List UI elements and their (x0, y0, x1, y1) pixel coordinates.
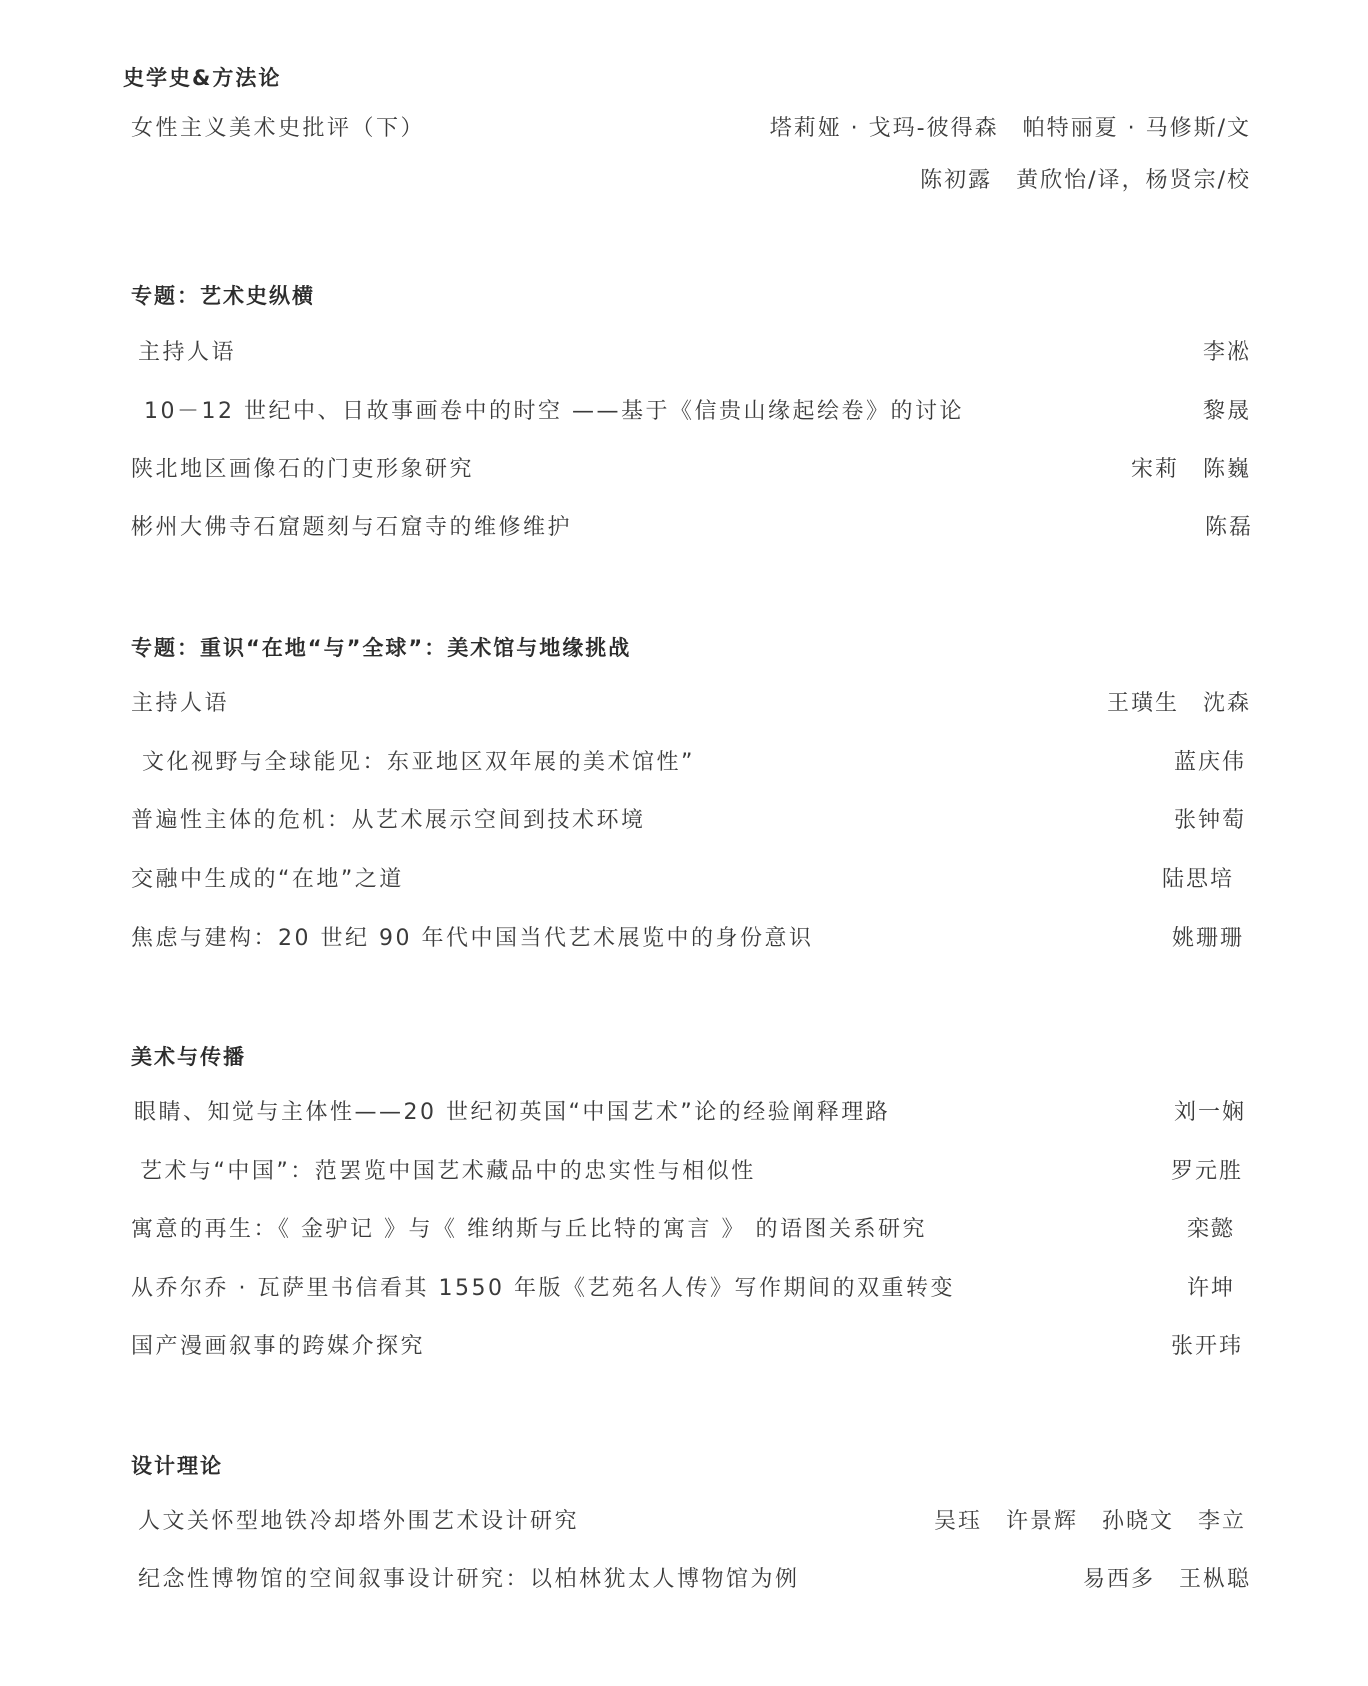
entry-author-translators: 陈初露 黄欣怡/译，杨贤宗/校 (920, 168, 1251, 193)
toc-entry (131, 511, 1253, 545)
toc-entry (131, 922, 1244, 956)
entry-title: 艺术与“中国”：范罢览中国艺术藏品中的忠实性与相似性 (140, 1159, 756, 1184)
entry-title: 普遍性主体的危机：从艺术展示空间到技术环境 (131, 808, 646, 833)
entry-title: 国产漫画叙事的跨媒介探究 (131, 1334, 426, 1359)
entry-author: 黎晟 (1202, 399, 1251, 424)
toc-entry (131, 112, 1251, 193)
entry-title: 主持人语 (138, 340, 237, 365)
entry-author: 塔莉娅 · 戈玛-彼得森 帕特丽夏 · 马修斯/文 (769, 116, 1251, 141)
entry-author: 张钟萄 (1173, 808, 1246, 833)
toc-entry (131, 863, 1234, 897)
entry-author: 易西多 王枞聪 (1082, 1567, 1251, 1592)
entry-title: 彬州大佛寺石窟题刻与石窟寺的维修维护 (131, 515, 573, 540)
entry-author: 栾懿 (1186, 1217, 1235, 1242)
entry-author: 宋莉 陈巍 (1130, 457, 1251, 482)
toc-entry (131, 1272, 1235, 1306)
toc-entry (134, 1096, 1246, 1130)
entry-title: 从乔尔乔 · 瓦萨里书信看其 1550 年版《艺苑名人传》写作期间的双重转变 (131, 1276, 955, 1301)
entry-title: 10－12 世纪中、日故事画卷中的时空 ——基于《信贵山缘起绘卷》的讨论 (144, 399, 964, 424)
entry-author: 姚珊珊 (1171, 926, 1244, 951)
entry-author: 蓝庆伟 (1173, 750, 1246, 775)
section-title-design-theory: 设计理论 (131, 1454, 223, 1478)
entry-author: 李凇 (1202, 340, 1251, 365)
entry-title: 交融中生成的“在地”之道 (131, 867, 404, 892)
entry-title: 纪念性博物馆的空间叙事设计研究：以柏林犹太人博物馆为例 (138, 1567, 800, 1592)
entry-author: 陆思培 (1161, 867, 1234, 892)
entry-title: 寓意的再生：《 金驴记 》与《 维纳斯与丘比特的寓言 》 的语图关系研究 (131, 1217, 927, 1242)
toc-entry (131, 804, 1246, 838)
entry-author: 吴珏 许景辉 孙晓文 李立 (933, 1509, 1246, 1534)
entry-title: 眼睛、知觉与主体性——20 世纪初英国“中国艺术”论的经验阐释理路 (134, 1100, 891, 1125)
entry-author: 许坤 (1186, 1276, 1235, 1301)
entry-author: 陈磊 (1204, 515, 1253, 540)
entry-title: 主持人语 (131, 691, 230, 716)
toc-entry (131, 1330, 1243, 1364)
entry-title: 焦虑与建构：20 世纪 90 年代中国当代艺术展览中的身份意识 (131, 926, 814, 951)
entry-title: 女性主义美术史批评（下） (131, 116, 426, 141)
entry-author: 刘一娴 (1173, 1100, 1246, 1125)
entry-title: 文化视野与全球能见：东亚地区双年展的美术馆性” (142, 750, 695, 775)
entry-author: 罗元胜 (1170, 1159, 1243, 1184)
toc-entry (131, 687, 1251, 721)
section-title-art-communication: 美术与传播 (131, 1045, 246, 1069)
entry-author: 王璜生 沈森 (1106, 691, 1251, 716)
toc-entry (144, 395, 1251, 429)
toc-entry (131, 1213, 1235, 1247)
section-title-museum-geopolitics: 专题：重识“在地“与”全球”：美术馆与地缘挑战 (131, 636, 632, 660)
toc-entry (138, 1505, 1246, 1539)
toc-entry (138, 336, 1251, 370)
entry-title: 人文关怀型地铁冷却塔外围艺术设计研究 (138, 1509, 580, 1534)
section-title-historiography: 史学史&方法论 (123, 66, 282, 90)
entry-author: 张开玮 (1170, 1334, 1243, 1359)
section-title-art-history: 专题：艺术史纵横 (131, 284, 315, 308)
toc-entry (142, 746, 1246, 780)
toc-entry (140, 1155, 1243, 1189)
toc-entry (131, 453, 1251, 487)
toc-entry (138, 1563, 1251, 1597)
entry-title: 陕北地区画像石的门吏形象研究 (131, 457, 475, 482)
